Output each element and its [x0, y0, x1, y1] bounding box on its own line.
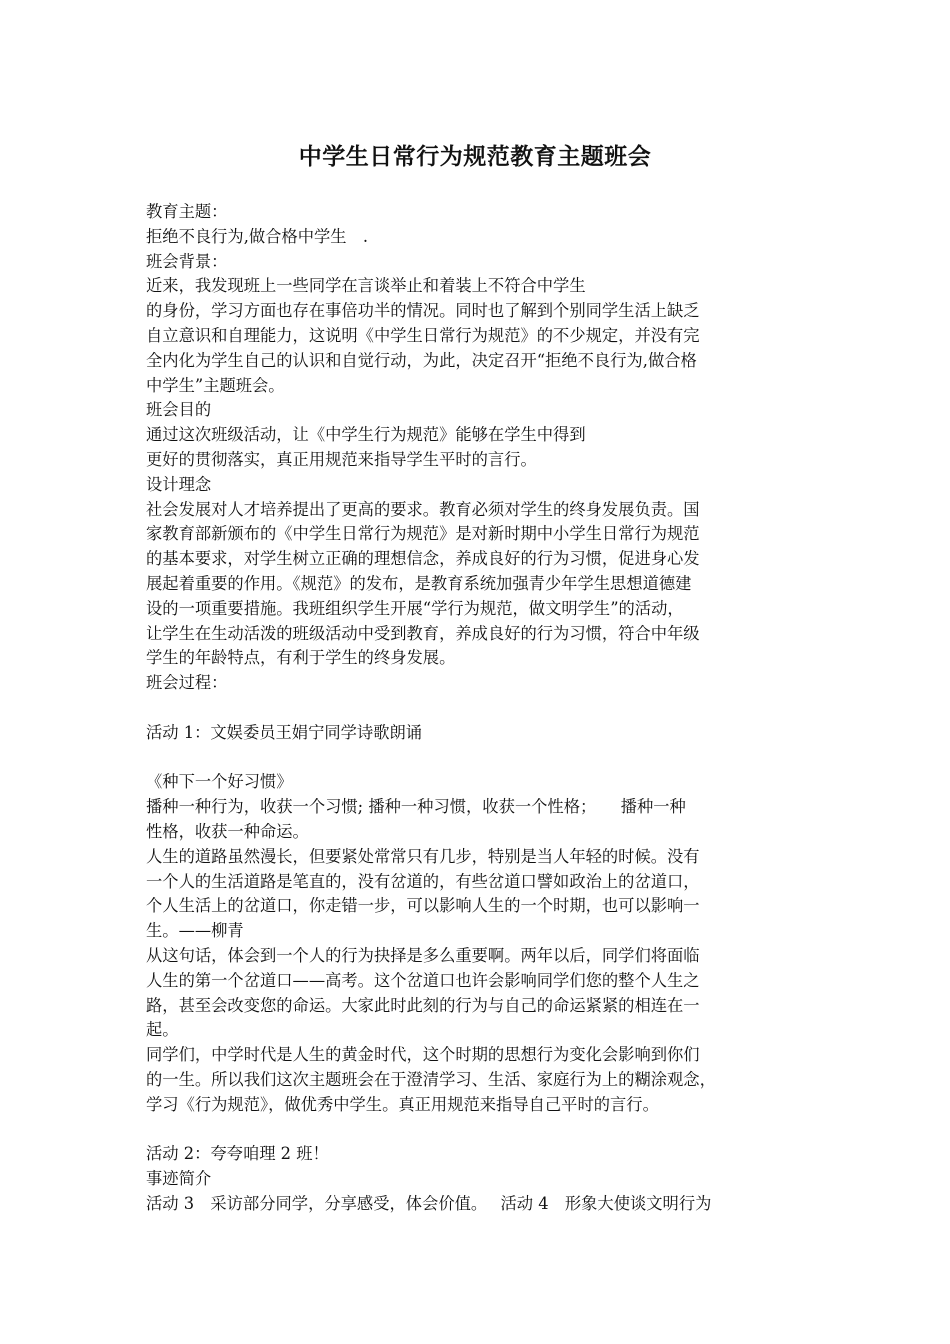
text-line: 班会过程：	[146, 673, 228, 693]
text-line: 自立意识和自理能力，这说明《中学生日常行为规范》的不少规定，并没有完	[146, 325, 700, 345]
text-line: 同学们，中学时代是人生的黄金时代，这个时期的思想行为变化会影响到你们	[146, 1045, 700, 1065]
text-line: 生。——柳青	[146, 921, 244, 941]
text-line: 中学生”主题班会。	[146, 375, 285, 395]
text-line: 事迹简介	[146, 1169, 212, 1189]
text-line: 展起着重要的作用。《规范》的发布，是教育系统加强青少年学生思想道德建	[146, 573, 692, 593]
text-line: 近来，我发现班上一些同学在言谈举止和着装上不符合中学生	[146, 276, 586, 296]
text-line: 全内化为学生自己的认识和自觉行动，为此，决定召开“拒绝不良行为,做合格	[146, 350, 697, 370]
text-line: 教育主题：	[146, 202, 228, 221]
text-line: 个人生活上的岔道口，你走错一步，可以影响人生的一个时期，也可以影响一	[146, 896, 700, 916]
text-line: 社会发展对人才培养提出了更高的要求。教育必须对学生的终身发展负责。国	[146, 499, 700, 519]
text-line: 《种下一个好习惯》	[146, 772, 293, 792]
document-title: 中学生日常行为规范教育主题班会	[298, 144, 652, 170]
blank-line	[146, 746, 816, 771]
text-line: 起。	[146, 1020, 179, 1040]
text-line: 从这句话，体会到一个人的行为抉择是多么重要啊。两年以后，同学们将面临	[146, 945, 700, 965]
text-line: 班会背景：	[146, 251, 228, 271]
blank-line	[146, 1117, 816, 1142]
text-line: 的身份，学习方面也存在事倍功半的情况。同时也了解到个别同学生活上缺乏	[146, 301, 700, 321]
text-line: 更好的贯彻落实，真正用规范来指导学生平时的言行。	[146, 449, 537, 469]
text-line: 性格，收获一种命运。	[146, 821, 309, 841]
text-line: 路，甚至会改变您的命运。大家此时此刻的行为与自己的命运紧紧的相连在一	[146, 995, 700, 1015]
text-line: 学习《行为规范》，做优秀中学生。真正用规范来指导自己平时的言行。	[146, 1094, 659, 1114]
text-line: 设的一项重要措施。我班组织学生开展“学行为规范，做文明学生”的活动，	[146, 598, 684, 618]
text-line: 人生的道路虽然漫长，但要紧处常常只有几步，特别是当人年轻的时候。没有	[146, 846, 700, 866]
text-line: 的一生。所以我们这次主题班会在于澄清学习、生活、家庭行为上的糊涂观念，	[146, 1069, 716, 1089]
text-line: 班会目的	[146, 400, 212, 420]
text-line: 学生的年龄特点，有利于学生的终身发展。	[146, 648, 456, 668]
text-line: 活动 2：夸夸咱理 2 班！	[146, 1144, 329, 1164]
blank-line	[146, 696, 816, 721]
text-line: 人生的第一个岔道口——高考。这个岔道口也许会影响同学们您的整个人生之	[146, 970, 700, 990]
text-line: 活动 3 采访部分同学，分享感受，体会价值。 活动 4 形象大使谈文明行为	[146, 1193, 712, 1213]
text-line: 拒绝不良行为,做合格中学生 .	[146, 226, 369, 246]
text-line: 一个人的生活道路是笔直的，没有岔道的，有些岔道口譬如政治上的岔道口，	[146, 871, 700, 891]
text-line: 播种一种行为，收获一个习惯; 播种一种习惯，收获一个性格； 播种一种	[146, 797, 686, 817]
text-line: 设计理念	[146, 474, 212, 494]
text-line: 让学生在生动活泼的班级活动中受到教育，养成良好的行为习惯，符合中年级	[146, 623, 700, 643]
document-body	[146, 200, 816, 1217]
text-line: 活动 1：文娱委员王娟宁同学诗歌朗诵	[146, 722, 423, 742]
text-line: 的基本要求，对学生树立正确的理想信念，养成良好的行为习惯，促进身心发	[146, 549, 700, 569]
text-line: 家教育部新颁布的《中学生日常行为规范》是对新时期中小学生日常行为规范	[146, 524, 700, 544]
text-line: 通过这次班级活动，让《中学生行为规范》能够在学生中得到	[146, 425, 586, 445]
